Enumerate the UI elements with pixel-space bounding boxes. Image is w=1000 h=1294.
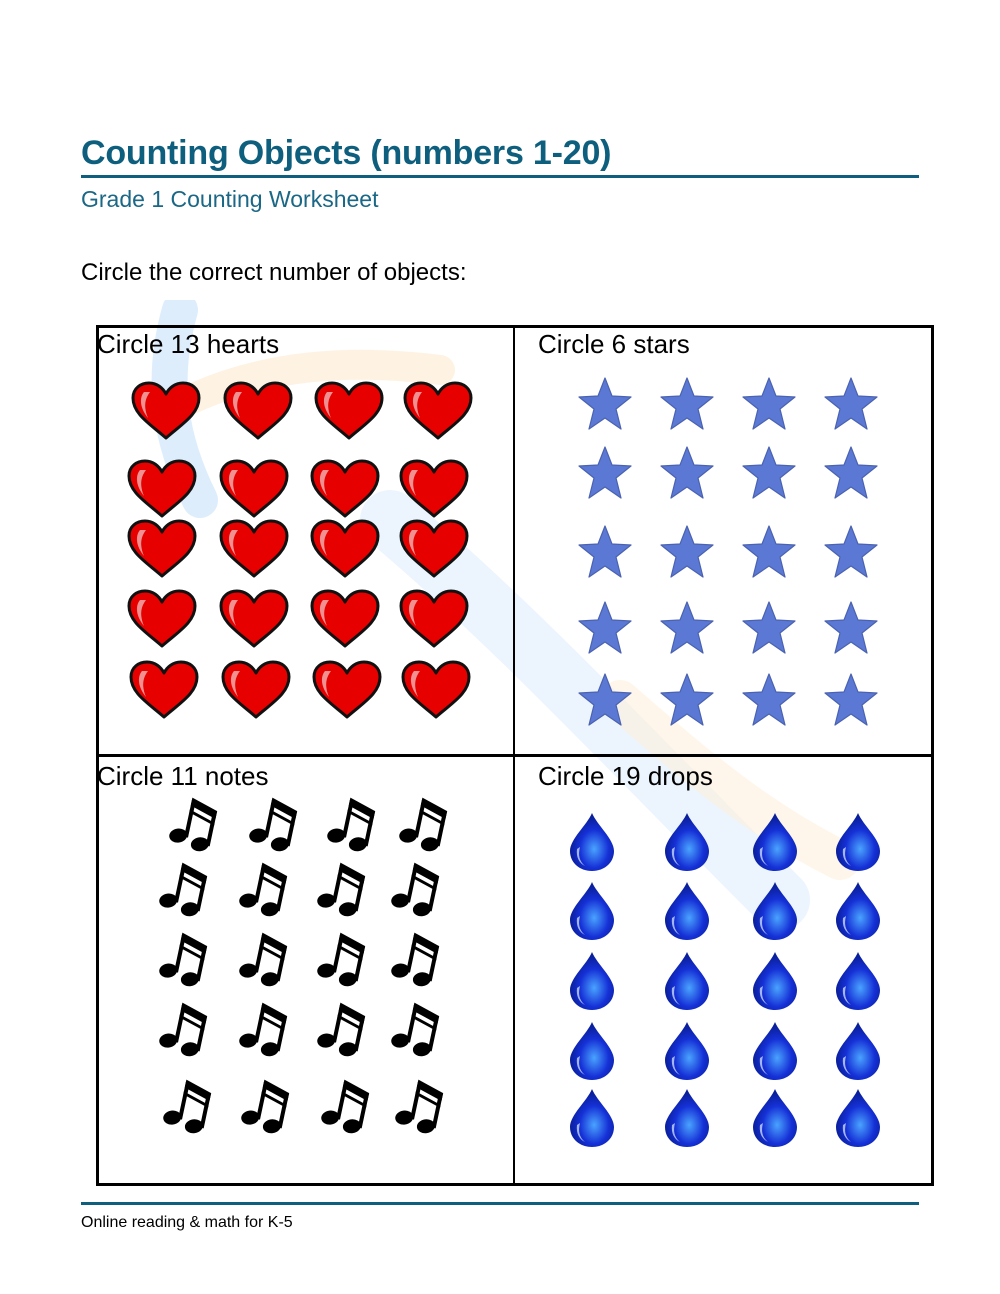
star-icon[interactable] (822, 444, 880, 507)
heart-icon[interactable] (398, 518, 470, 585)
heart-icon[interactable] (218, 458, 290, 525)
music-note-icon[interactable] (238, 928, 294, 995)
star-icon[interactable] (576, 671, 634, 734)
music-note-icon[interactable] (238, 858, 294, 925)
water-drop-icon[interactable] (662, 880, 712, 947)
water-drop-icon[interactable] (750, 1087, 800, 1154)
star-icon[interactable] (740, 375, 798, 438)
instructions-text: Circle the correct number of objects: (81, 259, 467, 286)
star-icon[interactable] (740, 444, 798, 507)
star-icon[interactable] (822, 375, 880, 438)
music-note-icon[interactable] (390, 998, 446, 1065)
music-note-icon[interactable] (168, 793, 224, 860)
star-icon[interactable] (658, 375, 716, 438)
music-note-icon[interactable] (390, 928, 446, 995)
heart-icon[interactable] (128, 659, 200, 726)
water-drop-icon[interactable] (662, 1020, 712, 1087)
water-drop-icon[interactable] (567, 1087, 617, 1154)
heart-icon[interactable] (126, 458, 198, 525)
water-drop-icon[interactable] (750, 811, 800, 878)
cell-label-hearts: Circle 13 hearts (97, 329, 280, 359)
heart-icon[interactable] (402, 380, 474, 447)
music-note-icon[interactable] (316, 928, 372, 995)
water-drop-icon[interactable] (662, 950, 712, 1017)
music-note-icon[interactable] (394, 1075, 450, 1142)
grid-horizontal-divider (97, 754, 933, 757)
star-icon[interactable] (576, 444, 634, 507)
heart-icon[interactable] (398, 588, 470, 655)
heart-icon[interactable] (313, 380, 385, 447)
music-note-icon[interactable] (398, 793, 454, 860)
water-drop-icon[interactable] (662, 811, 712, 878)
water-drop-icon[interactable] (662, 1087, 712, 1154)
water-drop-icon[interactable] (567, 811, 617, 878)
cell-label-stars: Circle 6 stars (538, 329, 690, 359)
music-note-icon[interactable] (316, 998, 372, 1065)
star-icon[interactable] (576, 375, 634, 438)
water-drop-icon[interactable] (833, 950, 883, 1017)
water-drop-icon[interactable] (833, 811, 883, 878)
heart-icon[interactable] (218, 518, 290, 585)
water-drop-icon[interactable] (833, 880, 883, 947)
water-drop-icon[interactable] (567, 880, 617, 947)
heart-icon[interactable] (222, 380, 294, 447)
heart-icon[interactable] (311, 659, 383, 726)
cell-label-notes: Circle 11 notes (97, 761, 269, 791)
footer-text: Online reading & math for K-5 (81, 1214, 293, 1231)
heart-icon[interactable] (398, 458, 470, 525)
water-drop-icon[interactable] (567, 1020, 617, 1087)
star-icon[interactable] (576, 599, 634, 662)
heart-icon[interactable] (126, 588, 198, 655)
water-drop-icon[interactable] (567, 950, 617, 1017)
heart-icon[interactable] (309, 458, 381, 525)
star-icon[interactable] (658, 523, 716, 586)
music-note-icon[interactable] (162, 1075, 218, 1142)
star-icon[interactable] (822, 523, 880, 586)
music-note-icon[interactable] (238, 998, 294, 1065)
star-icon[interactable] (740, 599, 798, 662)
heart-icon[interactable] (130, 380, 202, 447)
music-note-icon[interactable] (158, 928, 214, 995)
music-note-icon[interactable] (326, 793, 382, 860)
music-note-icon[interactable] (320, 1075, 376, 1142)
star-icon[interactable] (740, 523, 798, 586)
star-icon[interactable] (658, 444, 716, 507)
heart-icon[interactable] (400, 659, 472, 726)
water-drop-icon[interactable] (750, 880, 800, 947)
cell-label-drops: Circle 19 drops (538, 761, 713, 791)
music-note-icon[interactable] (240, 1075, 296, 1142)
star-icon[interactable] (822, 671, 880, 734)
music-note-icon[interactable] (316, 858, 372, 925)
star-icon[interactable] (658, 671, 716, 734)
heart-icon[interactable] (309, 588, 381, 655)
star-icon[interactable] (822, 599, 880, 662)
heart-icon[interactable] (126, 518, 198, 585)
title-divider (81, 175, 919, 178)
footer-divider (81, 1202, 919, 1205)
water-drop-icon[interactable] (750, 1020, 800, 1087)
water-drop-icon[interactable] (833, 1020, 883, 1087)
music-note-icon[interactable] (158, 998, 214, 1065)
star-icon[interactable] (740, 671, 798, 734)
heart-icon[interactable] (220, 659, 292, 726)
star-icon[interactable] (576, 523, 634, 586)
star-icon[interactable] (658, 599, 716, 662)
heart-icon[interactable] (309, 518, 381, 585)
water-drop-icon[interactable] (833, 1087, 883, 1154)
heart-icon[interactable] (218, 588, 290, 655)
page-title: Counting Objects (numbers 1-20) (81, 134, 612, 172)
page-subtitle: Grade 1 Counting Worksheet (81, 186, 379, 212)
music-note-icon[interactable] (158, 858, 214, 925)
music-note-icon[interactable] (248, 793, 304, 860)
water-drop-icon[interactable] (750, 950, 800, 1017)
music-note-icon[interactable] (390, 858, 446, 925)
